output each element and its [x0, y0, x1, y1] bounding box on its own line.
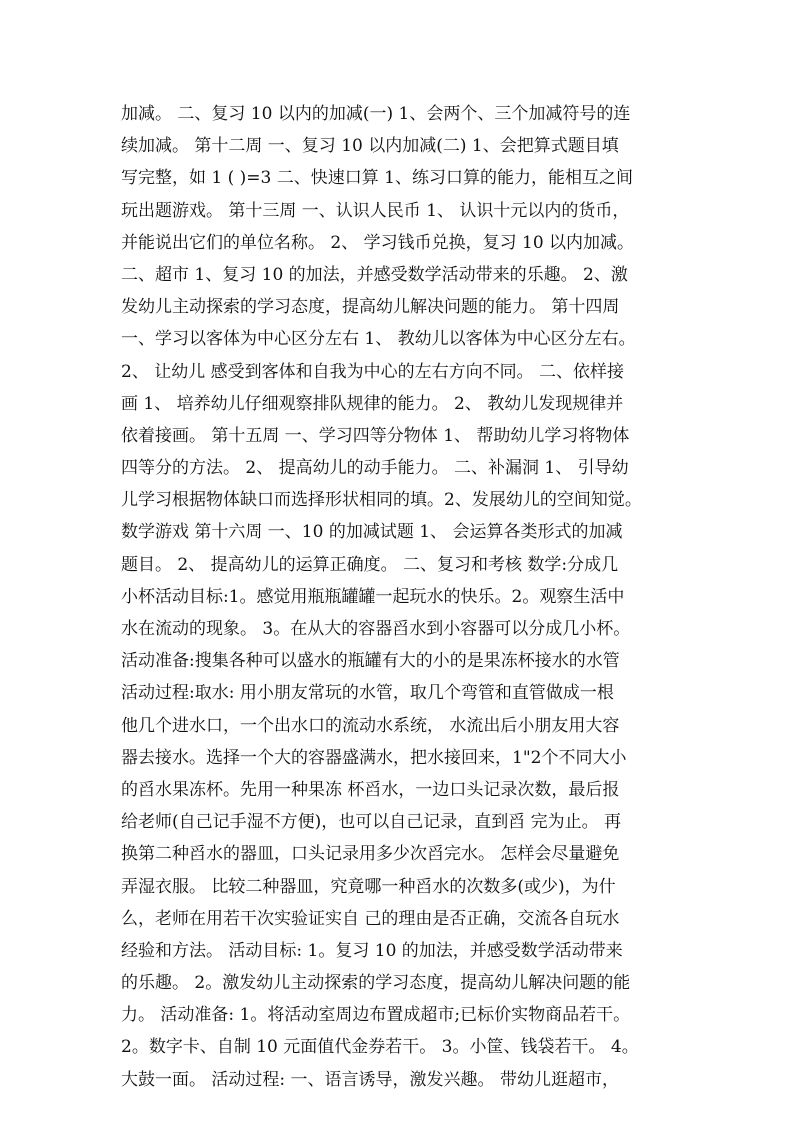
text-line: 弄湿衣服。 比较二种器皿，究竟哪一种舀水的次数多(或少)，为什 — [121, 876, 616, 897]
text-line: 儿学习根据物体缺口而选择形状相同的填。2、发展幼儿的空间知觉。 — [121, 490, 642, 511]
text-line: 续加减。 第十二周 一、复习 10 以内加减(二) 1、会把算式题目填 — [121, 136, 619, 157]
text-line: 一、学习以客体为中心区分左右 1、 教幼儿以客体为中心区分左右。 — [121, 329, 636, 350]
text-line: 么，老师在用若干次实验证实自 己的理由是否正确，交流各自玩水 — [121, 908, 620, 929]
text-line: 力。 活动准备: 1。将活动室周边布置成超市;已标价实物商品若干。 — [121, 1005, 631, 1026]
text-line: 题目。 2、 提高幼儿的运算正确度。 二、复习和考核 数学:分成几 — [121, 554, 619, 575]
text-line: 四等分的方法。 2、 提高幼儿的动手能力。 二、补漏洞 1、 引导幼 — [121, 458, 629, 479]
text-line: 换第二种舀水的器皿，口头记录用多少次舀完水。 怎样会尽量避免 — [121, 844, 620, 865]
text-line: 经验和方法。 活动目标: 1。复习 10 的加法，并感受数学活动带来 — [121, 940, 623, 961]
text-line: 水在流动的现象。 3。在从大的容器舀水到小容器可以分成几小杯。 — [121, 619, 631, 639]
text-line: 玩出题游戏。 第十三周 一、认识人民币 1、 认识十元以内的货币， — [121, 200, 630, 221]
text-line: 器去接水。选择一个大的容器盛满水，把水接回来，1"2个不同大小 — [121, 747, 627, 768]
text-line: 并能说出它们的单位名称。 2、 学习钱币兑换，复习 10 以内加减。 — [121, 232, 635, 253]
body-text — [121, 98, 696, 1096]
text-line: 画 1、 培养幼儿仔细观察排队规律的能力。 2、 教幼儿发现规律并 — [121, 393, 624, 414]
text-line: 依着接画。 第十五周 一、学习四等分物体 1、 帮助幼儿学习将物体 — [121, 425, 630, 446]
text-line: 大鼓一面。 活动过程: 一、语言诱导，激发兴趣。 带幼儿逛超市， — [121, 1069, 619, 1090]
text-line: 给老师(自己记手湿不方便)，也可以自己记录，直到舀 完为止。 再 — [121, 812, 622, 833]
text-line: 2。数字卡、自制 10 元面值代金券若干。 3。小筐、钱袋若干。 4。 — [121, 1037, 639, 1058]
text-line: 活动准备:搜集各种可以盛水的瓶罐有大的小的是果冻杯接水的水管 — [121, 651, 620, 672]
text-line: 数学游戏 第十六周 一、10 的加减试题 1、 会运算各类形式的加减 — [121, 522, 623, 543]
text-line: 的乐趣。 2。激发幼儿主动探索的学习态度，提高幼儿解决问题的能 — [121, 973, 631, 994]
text-line: 加减。 二、复习 10 以内的加减(一) 1、会两个、三个加减符号的连 — [121, 104, 631, 124]
text-line: 的舀水果冻杯。先用一种果冻 杯舀水，一边口头记录次数，最后报 — [121, 779, 620, 800]
text-line: 发幼儿主动探索的学习态度，提高幼儿解决问题的能力。 第十四周 — [121, 297, 620, 318]
text-line: 小杯活动目标:1。感觉用瓶瓶罐罐一起玩水的快乐。2。观察生活中 — [121, 586, 625, 607]
text-line: 2、 让幼儿 感受到客体和自我为中心的左右方向不同。 二、依样接 — [121, 361, 625, 382]
text-line: 写完整，如 1 ( )=3 二、快速口算 1、练习口算的能力，能相互之间 — [121, 168, 633, 189]
text-line: 二、超市 1、复习 10 的加法，并感受数学活动带来的乐趣。 2、激 — [121, 264, 628, 285]
text-line: 他几个进水口，一个出水口的流动水系统， 水流出后小朋友用大容 — [121, 715, 620, 736]
text-line: 活动过程:取水: 用小朋友常玩的水管，取几个弯管和直管做成一根 — [121, 683, 614, 704]
